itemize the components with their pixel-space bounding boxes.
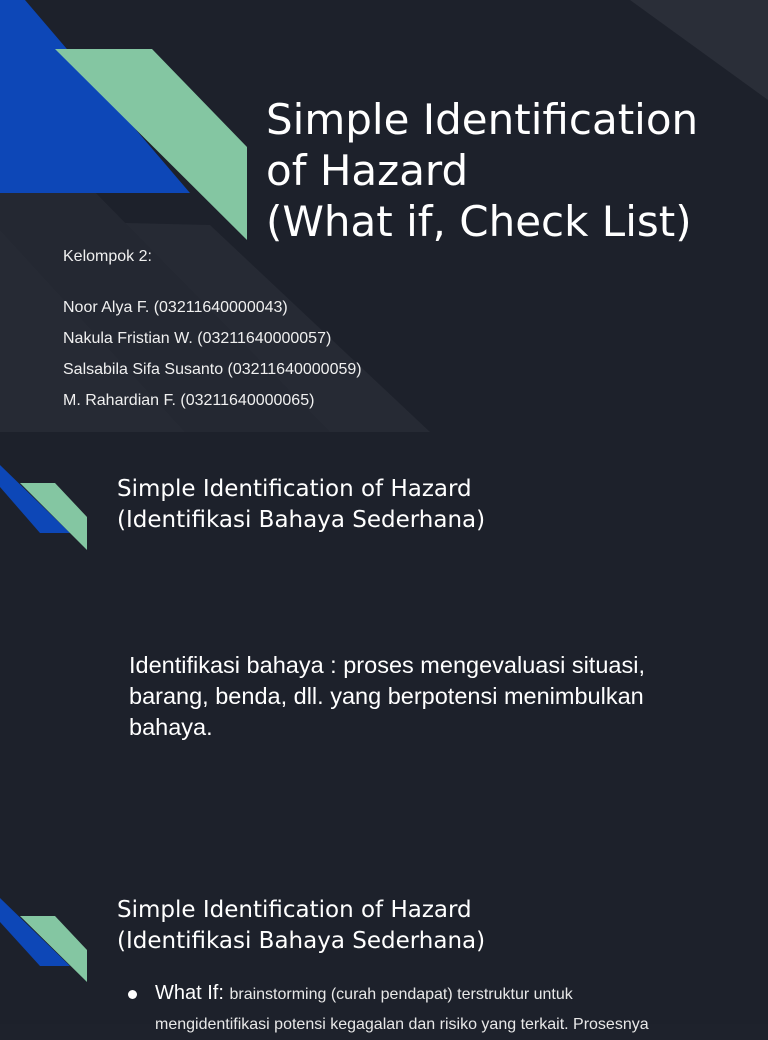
bullet-term: What If: — [155, 982, 230, 1004]
title-slide — [0, 0, 768, 432]
member-list — [63, 296, 362, 420]
member-item: Noor Alya F. (03211640000043) — [63, 299, 288, 316]
member-item: Salsabila Sifa Susanto (03211640000059) — [63, 361, 362, 378]
bullet-description: brainstorming (curah pendapat) terstruktur untuk mengidentifikasi potensi kegagalan dan risiko yang terkait. Prosesnya — [155, 986, 649, 1033]
bullet-dot-icon — [128, 990, 137, 999]
presentation-title: Simple Identification of Hazard (What if, Check List) — [266, 95, 699, 246]
member-item: Nakula Fristian W. (03211640000057) — [63, 330, 332, 347]
corner-shade — [630, 0, 768, 100]
what-if-slide — [0, 864, 768, 1033]
definition-slide — [0, 432, 768, 864]
member-item: M. Rahardian F. (03211640000065) — [63, 392, 315, 409]
section-title: Simple Identification of Hazard (Identifikasi Bahaya Sederhana) — [117, 897, 486, 954]
section-title: Simple Identification of Hazard (Identifikasi Bahaya Sederhana) — [117, 476, 486, 533]
definition-text: Identifikasi bahaya : proses mengevaluasi situasi, barang, benda, dll. yang berpotensi menimbulkan bahaya. — [129, 652, 645, 740]
group-label: Kelompok 2: — [63, 248, 152, 265]
bullet-list — [128, 980, 668, 1040]
bullet-item — [128, 980, 668, 1040]
